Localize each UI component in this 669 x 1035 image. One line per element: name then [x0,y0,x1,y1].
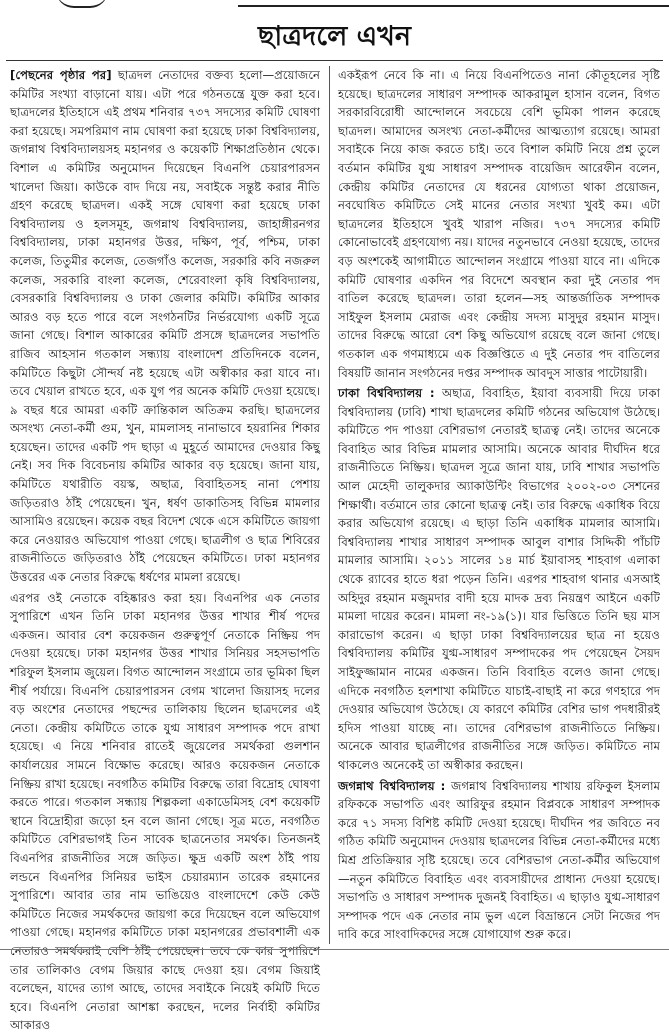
headline-divider [6,60,663,61]
jagannath-university-heading: জগন্নাথ বিশ্ববিদ্যালয় : [338,778,446,793]
left-paragraph-1-text: ছাত্রদল নেতাদের বক্তব্য হলো—প্রয়োজনে কমিটির সংখ্যা বাড়ানো যায়। এটা পরে গঠনতন্ত্রে যুক্ত করা হবে। ছাত্রদলের ইতিহাসে এই প্রথম শনিবার ৭৩৭ সদস্যের কমিটি ঘোষণা করা হয়েছে। সমপরিমাণ নাম ঘোষণা করা হয়েছে ঢাকা বিশ্ববিদ্যালয়, জগন্নাথ বিশ্ববিদ্যালয়সহ মহানগর ও কয়েকটি শিক্ষাপ্রতিষ্ঠান থেকে। বিশাল এ কমিটির অনুমোদন দিয়েছেন বিএনপি চেয়ারপারসন খালেদা জিয়া। কাউকে বাদ দিয়ে নয়, সবাইকে সন্তুষ্ট করার নীতি গ্রহণ করেছে ছাত্রদল। একই সঙ্গে ঘোষণা করা হয়েছে ঢাকা বিশ্ববিদ্যালয় ও হলসমূহ, জগন্নাথ বিশ্ববিদ্যালয়, জাহাঙ্গীরনগর বিশ্ববিদ্যালয়, ঢাকা মহানগর উত্তর, দক্ষিণ, পূর্ব, পশ্চিম, ঢাকা কলেজ, তিতুমীর কলেজ, তেজগাঁও কলেজ, সরকারি কবি নজরুল কলেজ, সরকারি বাংলা কলেজ, শেরেবাংলা কৃষি বিশ্ববিদ্যালয়, বেসরকারি বিশ্ববিদ্যালয় ও ঢাকা জেলার কমিটি। কমিটির আকার আরও বড় হতে পারে বলে সংগঠনটির নির্ভরযোগ্য একটি সূত্রে জানা গেছে। বিশাল আকারের কমিটি প্রসঙ্গে ছাত্রদলের সভাপতি রাজিব আহসান গতকাল সন্ধ্যায় বাংলাদেশ প্রতিদিনকে বলেন, কমিটিতে কিছুটা সৌন্দর্য নষ্ট হয়েছে এটা অস্বীকার করা যাবে না। তবে খেয়াল রাখতে হবে, এক যুগ পর অনেক কমিটি দেওয়া হয়েছে। ৯ বছর ধরে আমরা একটি ক্রান্তিকাল অতিক্রম করছি। ছাত্রদলের অসংখ্য নেতা-কর্মী গুম, খুন, মামলাসহ নানাভাবে হয়রানির শিকার হয়েছেন। তাদের একটি পদ ছাড়া এ মুহূর্তে আমাদের দেওয়ার কিছু নেই। সব দিক বিবেচনায় কমিটির আকার বড় হয়েছে। জানা যায়, কমিটিতে যথারীতি বয়স্ক, অছাত্র, বিবাহিতসহ নানা পেশায় জড়িতরাও ঠাঁই পেয়েছেন। খুন, ধর্ষণ ডাকাতিসহ বিভিন্ন মামলার আসামিও রয়েছেন। কয়েক বছর বিদেশ থেকে এসে কমিটিতে জায়গা করে নেওয়ারও অভিযোগ পাওয়া গেছে। ছাত্রলীগ ও ছাত্র শিবিরের রাজনীতিতে জড়িতরাও ঠাঁই পেয়েছেন কমিটিতে। ঢাকা মহানগর উত্তরের এক নেতার বিরুদ্ধে ধর্ষণের মামলা রয়েছে। [10,68,320,585]
left-paragraph-2: এরপর ওই নেতাকে বহিষ্কারও করা হয়। বিএনপির এক নেতার সুপারিশে এখন তিনি ঢাকা মহানগর উত্তর শাখার শীর্ষ পদের একজন। আবার বেশ কয়েকজন গুরুত্বপূর্ণ নেতাকে নিষ্ক্রিয় পদ দেওয়া হয়েছে। ঢাকা মহানগর উত্তর শাখার সিনিয়র সহসভাপতি শরিফুল ইসলাম জুয়েল। বিগত আন্দোলন সংগ্রামে তার ভূমিকা ছিল শীর্ষ পর্যায়ে। বিএনপি চেয়ারপারসন বেগম খালেদা জিয়াসহ দলের বড় অংশের নেতাদের পছন্দের তালিকায় ছিলেন ছাত্রদলের এই নেতা। কেন্দ্রীয় কমিটিতে তাকে যুগ্ম সাধারণ সম্পাদক পদে রাখা হয়েছে। এ নিয়ে শনিবার রাতেই জুয়েলের সমর্থকরা গুলশান কার্যালয়ের সামনে বিক্ষোভ করেছে। আরও কয়েকজন নেতাকে নিষ্ক্রিয় রাখা হয়েছে। নবগঠিত কমিটির বিরুদ্ধে তারা বিদ্রোহ ঘোষণা করতে পারে। গতকাল সন্ধ্যায় শিল্পকলা একাডেমিসহ বেশ কয়েকটি স্থানে বিদ্রোহীরা জড়ো হন বলে জানা গেছে। সূত্র মতে, নবগঠিত কমিটিতে বেশিরভাগই তিন সাবেক ছাত্রনেতার সমর্থক। তিনজনই বিএনপির রাজনীতির সঙ্গে জড়িত। ক্ষুদ্র একটি অংশ ঠাঁই পায় লন্ডনে বিএনপির সিনিয়র ভাইস চেয়ারম্যান তারেক রহমানের সুপারিশে। আবার তার নাম ভাঙিয়েও বাংলাদেশে কেউ কেউ কমিটিতে নিজের সমর্থকদের জায়গা করে দিয়েছেন বলে অভিযোগ পাওয়া গেছে। মহানগর কমিটিতে ঢাকা মহানগরের প্রভাবশালী এক নেতারও সমর্থকরাই বেশি ঠাঁই পেয়েছেন। তবে কে কার সুপারিশে তার তালিকাও বেগম জিয়ার কাছে দেওয়া হয়। বেগম জিয়াই বলেছেন, যাদের ত্যাগ আছে, তাদের সবাইকে নিয়েই কমিটি দিতে হবে। বিএনপি নেতারা আশঙ্কা করছেন, দলের নির্বাহী কমিটির আকারও [10,590,320,1033]
ornament-curve [56,0,108,8]
top-rule [238,5,669,7]
top-decoration [0,0,669,8]
left-paragraph-1 [10,66,320,587]
dhaka-university-section [338,384,660,774]
jagannath-university-section [338,777,660,944]
left-column [10,66,320,1033]
column-divider [329,66,330,944]
dhaka-university-heading: ঢাকা বিশ্ববিদ্যালয় : [338,386,435,401]
dhaka-university-text: অছাত্র, বিবাহিত, ইয়াবা ব্যবসায়ী দিয়ে ঢাকা বিশ্ববিদ্যালয় (ঢাবি) শাখা ছাত্রদলের কমিটি গঠনের অভিযোগ উঠেছে। কমিটিতে পদ পাওয়া বেশিরভাগ নেতারই ছাত্রত্ব নেই। তাদের অনেকে বিবাহিত আর বিভিন্ন মামলার আসামি। অনেকে আবার দীর্ঘদিন ধরে রাজনীতিতে নিষ্ক্রিয়। ছাত্রদল সূত্রে জানা যায়, ঢাবি শাখার সভাপতি আল মেহেদী তালুকদার অ্যাকাউন্টিং বিভাগের ২০০২-০৩ সেশনের শিক্ষার্থী। বর্তমানে তার কোনো ছাত্রত্ব নেই। তার বিরুদ্ধে একাধিক বিয়ে করার অভিযোগ রয়েছে। এ ছাড়া তিনি একাধিক মামলার আসামি। বিশ্ববিদ্যালয় শাখার সাধারণ সম্পাদক আবুল বাশার সিদ্দিকী পাঁচটি মামলার আসামি। ২০১১ সালের ১৪ মার্চ ইয়াবাসহ শাহবাগ এলাকা থেকে র‌্যাবের হাতে ধরা পড়েন তিনি। এরপর শাহবাগ থানার এসআই অহিদুর রহমান মজুমদার বাদী হয়ে মাদক দ্রব্য নিয়ন্ত্রণ আইনে একটি মামলা দায়ের করেন। মামলা নং-১৯(১)। যার ভিত্তিতে তিনি ছয় মাস কারাভোগ করেন। এ ছাড়া ঢাকা বিশ্ববিদ্যালয়ের ছাত্র না হয়েও বিশ্ববিদ্যালয় কমিটির যুগ্ম-সাধারণ সম্পাদকের পদ পেয়েছেন সৈয়দ সাইফুজ্জামান নামের একজন। তিনি বিবাহিত বলেও জানা গেছে। এদিকে নবগঠিত হলশাখা কমিটিতে যাচাই-বাছাই না করে গণহারে পদ দেওয়ার অভিযোগ উঠেছে। যে কারণে কমিটির বেশির ভাগ পদধারীরই হদিস পাওয়া যাচ্ছে না। তাদের বেশিরভাগ রাজনীতিতে নিষ্ক্রিয়। অনেকে আবার ছাত্রলীগের রাজনীতির সঙ্গে জড়িত। কমিটিতে নাম থাকলেও অনেকেই তা অস্বীকার করছেন। [338,386,661,772]
right-column [338,66,660,946]
right-paragraph-1: একইরূপ নেবে কি না। এ নিয়ে বিএনপিতেও নানা কৌতূহলের সৃষ্টি হয়েছে। ছাত্রদলের সাধারণ সম্পাদক আকরামুল হাসান বলেন, বিগত সরকারবিরোধী আন্দোলনে সবচেয়ে বেশি ভূমিকা পালন করেছে ছাত্রদল। আমাদের অসংখ্য নেতা-কর্মীদের আত্মত্যাগ রয়েছে। আমরা সবাইকে নিয়ে কাজ করতে চাই। তবে বিশাল কমিটি নিয়ে প্রশ্ন তুলে বর্তমান কমিটির যুগ্ম সাধারণ সম্পাদক বায়েজিদ আরেফীন বলেন, কেন্দ্রীয় কমিটির নেতাদের যে ধরনের যোগ্যতা থাকা প্রয়োজন, নবঘোষিত কমিটিতে সেই মানের নেতার সংখ্যা খুবই কম। এটা ছাত্রদলের ইতিহাসে খুবই খারাপ নজির। ৭৩৭ সদস্যের কমিটি কোনোভাবেই গ্রহণযোগ্য নয়। যাদের নতুনভাবে নেওয়া হয়েছে, তাদের বড় অংশকেই আগামীতে আন্দোলন সংগ্রামে পাওয়া যাবে না। এদিকে কমিটি ঘোষণার একদিন পর বিদেশে অবস্থান করা দুই নেতার পদ বাতিল করেছে ছাত্রদল। তারা হলেন—সহ আন্তর্জাতিক সম্পাদক সাইফুল ইসলাম মেরাজ এবং কেন্দ্রীয় সদস্য মাসুদুর রহমান মাসুদ। তাদের বিরুদ্ধে আরো বেশ কিছু অভিযোগ রয়েছে বলে জানা গেছে। গতকাল এক গণমাধ্যমে এক বিজ্ঞপ্তিতে এ দুই নেতার পদ বাতিলের বিষয়টি জানান সংগঠনের দপ্তর সম্পাদক আবদুস সাত্তার পাটোয়ারী। [338,68,660,380]
bottom-rule [0,949,669,950]
page-headline: ছাত্রদলে এখন [258,21,411,52]
continuation-label: [পেছনের পৃষ্ঠার পর] [10,68,112,82]
jagannath-university-text: জগন্নাথ বিশ্ববিদ্যালয় শাখায় রফিকুল ইসলাম রফিককে সভাপতি এবং আরিফুর রহমান বিপ্লবকে সাধারণ সম্পাদক করে ৭১ সদস্য বিশিষ্ট কমিটি দেওয়া হয়েছে। দীর্ঘদিন পর জবিতে নব গঠিত কমিটি অনুমোদন দেওয়ায় ছাত্রদলের বিভিন্ন নেতা-কর্মীদের মধ্যে মিশ্র প্রতিক্রিয়ার সৃষ্টি হয়েছে। তবে বেশিরভাগ নেতা-কর্মীর অভিযোগ—নতুন কমিটিতে বিবাহিত এবং ব্যবসায়ীদের প্রাধান্য দেওয়া হয়েছে। সভাপতি ও সাধারণ সম্পাদক দুজনই বিবাহিত। এ ছাড়াও যুগ্ম-সাধারণ সম্পাদক পদে এক নেতার নাম ভুল এলে বিভ্রান্তনে সেটা নিজের পদ দাবি করে সাংবাদিকদের সঙ্গে যোগাযোগ শুরু করে। [338,778,660,942]
